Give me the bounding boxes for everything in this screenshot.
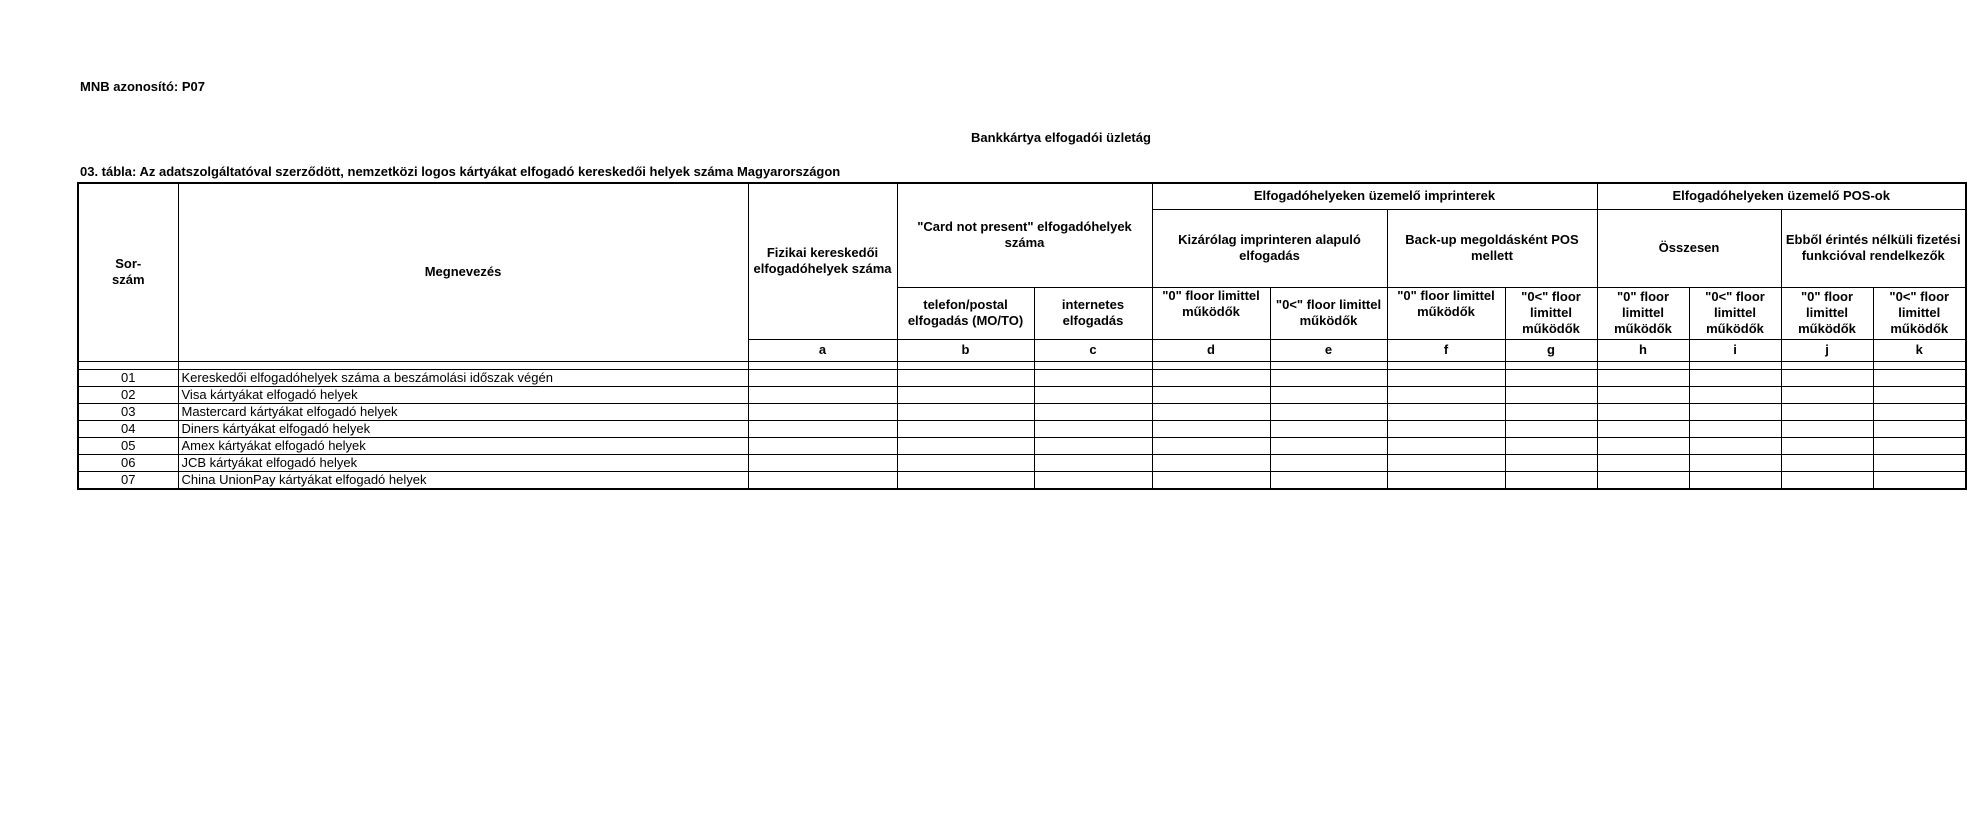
row-name: Kereskedői elfogadóhelyek száma a beszámolási időszak végén [178,369,748,386]
spacer-cell [1152,361,1270,369]
spacer-cell [1781,361,1873,369]
value-cell-d[interactable] [1152,403,1270,420]
value-cell-c[interactable] [1034,454,1152,471]
value-cell-k[interactable] [1873,403,1966,420]
value-cell-c[interactable] [1034,471,1152,489]
value-cell-g[interactable] [1505,437,1597,454]
value-cell-c[interactable] [1034,386,1152,403]
value-cell-i[interactable] [1689,403,1781,420]
col-j-floor-zero-header: "0" floor limittel működők [1781,287,1873,339]
col-megnevezes-header: Megnevezés [178,183,748,361]
table-row [78,369,1966,386]
row-number: 04 [78,420,178,437]
col-letter-h: h [1597,339,1689,361]
col-pos-contactless-header: Ebből érintés nélküli fizetési funkcióval rendelkezők [1781,209,1966,287]
col-cnp-group-header: "Card not present" elfogadóhelyek száma [897,183,1152,287]
value-cell-g[interactable] [1505,454,1597,471]
value-cell-b[interactable] [897,437,1034,454]
value-cell-d[interactable] [1152,471,1270,489]
spacer-cell [1597,361,1689,369]
value-cell-e[interactable] [1270,471,1387,489]
value-cell-b[interactable] [897,420,1034,437]
value-cell-e[interactable] [1270,386,1387,403]
value-cell-i[interactable] [1689,386,1781,403]
col-f-floor-zero-header: "0" floor limittel működők [1387,287,1505,339]
value-cell-f[interactable] [1387,454,1505,471]
spacer-cell [1689,361,1781,369]
value-cell-e[interactable] [1270,454,1387,471]
col-pos-group-header: Elfogadóhelyeken üzemelő POS-ok [1597,183,1966,209]
value-cell-j[interactable] [1781,386,1873,403]
value-cell-i[interactable] [1689,437,1781,454]
col-letter-g: g [1505,339,1597,361]
spacer-cell [748,361,897,369]
row-name: JCB kártyákat elfogadó helyek [178,454,748,471]
value-cell-k[interactable] [1873,471,1966,489]
value-cell-j[interactable] [1781,437,1873,454]
value-cell-c[interactable] [1034,403,1152,420]
col-letter-c: c [1034,339,1152,361]
col-letter-a: a [748,339,897,361]
value-cell-f[interactable] [1387,386,1505,403]
row-number: 05 [78,437,178,454]
row-number: 01 [78,369,178,386]
value-cell-e[interactable] [1270,437,1387,454]
value-cell-k[interactable] [1873,454,1966,471]
spacer-cell [1387,361,1505,369]
value-cell-i[interactable] [1689,420,1781,437]
value-cell-g[interactable] [1505,471,1597,489]
value-cell-b[interactable] [897,386,1034,403]
value-cell-g[interactable] [1505,369,1597,386]
value-cell-k[interactable] [1873,386,1966,403]
value-cell-e[interactable] [1270,369,1387,386]
spacer-cell [1270,361,1387,369]
value-cell-h[interactable] [1597,369,1689,386]
value-cell-a[interactable] [748,437,897,454]
value-cell-f[interactable] [1387,437,1505,454]
table-row [78,386,1966,403]
spacer-cell [78,361,178,369]
value-cell-e[interactable] [1270,420,1387,437]
table-row [78,437,1966,454]
spacer-cell [1505,361,1597,369]
value-cell-b[interactable] [897,471,1034,489]
spacer-cell [178,361,748,369]
col-e-floor-gt-zero-header: "0<" floor limittel működők [1270,287,1387,339]
row-name: China UnionPay kártyákat elfogadó helyek [178,471,748,489]
value-cell-j[interactable] [1781,403,1873,420]
row-name: Amex kártyákat elfogadó helyek [178,437,748,454]
value-cell-a[interactable] [748,454,897,471]
value-cell-d[interactable] [1152,437,1270,454]
value-cell-a[interactable] [748,420,897,437]
col-imprinter-group-header: Elfogadóhelyeken üzemelő imprinterek [1152,183,1597,209]
value-cell-j[interactable] [1781,369,1873,386]
row-number: 06 [78,454,178,471]
col-cnp-internet-header: internetes elfogadás [1034,287,1152,339]
spacer-cell [897,361,1034,369]
value-cell-i[interactable] [1689,471,1781,489]
value-cell-j[interactable] [1781,420,1873,437]
value-cell-d[interactable] [1152,386,1270,403]
col-letter-d: d [1152,339,1270,361]
value-cell-b[interactable] [897,403,1034,420]
value-cell-h[interactable] [1597,454,1689,471]
value-cell-j[interactable] [1781,471,1873,489]
value-cell-a[interactable] [748,403,897,420]
value-cell-h[interactable] [1597,420,1689,437]
value-cell-i[interactable] [1689,369,1781,386]
value-cell-a[interactable] [748,386,897,403]
value-cell-b[interactable] [897,369,1034,386]
spacer-cell [1873,361,1966,369]
value-cell-h[interactable] [1597,471,1689,489]
value-cell-d[interactable] [1152,420,1270,437]
table-row [78,454,1966,471]
col-sorszam-header: Sor- szám [78,183,178,361]
value-cell-f[interactable] [1387,403,1505,420]
value-cell-c[interactable] [1034,437,1152,454]
row-number: 02 [78,386,178,403]
col-letter-b: b [897,339,1034,361]
value-cell-k[interactable] [1873,420,1966,437]
value-cell-h[interactable] [1597,386,1689,403]
value-cell-f[interactable] [1387,420,1505,437]
col-k-floor-gt-zero-header: "0<" floor limittel működők [1873,287,1966,339]
col-i-floor-gt-zero-header: "0<" floor limittel működők [1689,287,1781,339]
document-title: Bankkártya elfogadói üzletág [971,130,1151,145]
table-caption: 03. tábla: Az adatszolgáltatóval szerződött, nemzetközi logos kártyákat elfogadó kereskedői helyek száma Magyarországon [80,164,841,179]
value-cell-d[interactable] [1152,369,1270,386]
row-name: Diners kártyákat elfogadó helyek [178,420,748,437]
col-letter-k: k [1873,339,1966,361]
value-cell-d[interactable] [1152,454,1270,471]
col-cnp-phone-header: telefon/postal elfogadás (MO/TO) [897,287,1034,339]
row-number: 07 [78,471,178,489]
data-rows [78,369,1966,489]
value-cell-g[interactable] [1505,420,1597,437]
value-cell-a[interactable] [748,369,897,386]
value-cell-c[interactable] [1034,420,1152,437]
value-cell-f[interactable] [1387,369,1505,386]
table-row [78,471,1966,489]
row-name: Visa kártyákat elfogadó helyek [178,386,748,403]
value-cell-k[interactable] [1873,437,1966,454]
col-imprinter-backup-header: Back-up megoldásként POS mellett [1387,209,1597,287]
table-row [78,403,1966,420]
col-h-floor-zero-header: "0" floor limittel működők [1597,287,1689,339]
value-cell-a[interactable] [748,471,897,489]
value-cell-i[interactable] [1689,454,1781,471]
value-cell-j[interactable] [1781,454,1873,471]
value-cell-c[interactable] [1034,369,1152,386]
value-cell-b[interactable] [897,454,1034,471]
value-cell-h[interactable] [1597,403,1689,420]
col-letter-j: j [1781,339,1873,361]
value-cell-h[interactable] [1597,437,1689,454]
col-letter-e: e [1270,339,1387,361]
value-cell-g[interactable] [1505,403,1597,420]
col-fizikai-header: Fizikai kereskedői elfogadóhelyek száma [748,183,897,339]
col-imprinter-only-header: Kizárólag imprinteren alapuló elfogadás [1152,209,1387,287]
col-letter-f: f [1387,339,1505,361]
spacer-cell [1034,361,1152,369]
acceptance-table [77,182,1967,490]
col-g-floor-gt-zero-header: "0<" floor limittel működők [1505,287,1597,339]
col-d-floor-zero-header: "0" floor limittel működők [1152,287,1270,339]
col-letter-i: i [1689,339,1781,361]
mnb-id: MNB azonosító: P07 [80,79,205,94]
row-name: Mastercard kártyákat elfogadó helyek [178,403,748,420]
value-cell-g[interactable] [1505,386,1597,403]
value-cell-k[interactable] [1873,369,1966,386]
value-cell-e[interactable] [1270,403,1387,420]
row-number: 03 [78,403,178,420]
col-pos-total-header: Összesen [1597,209,1781,287]
value-cell-f[interactable] [1387,471,1505,489]
table-row [78,420,1966,437]
